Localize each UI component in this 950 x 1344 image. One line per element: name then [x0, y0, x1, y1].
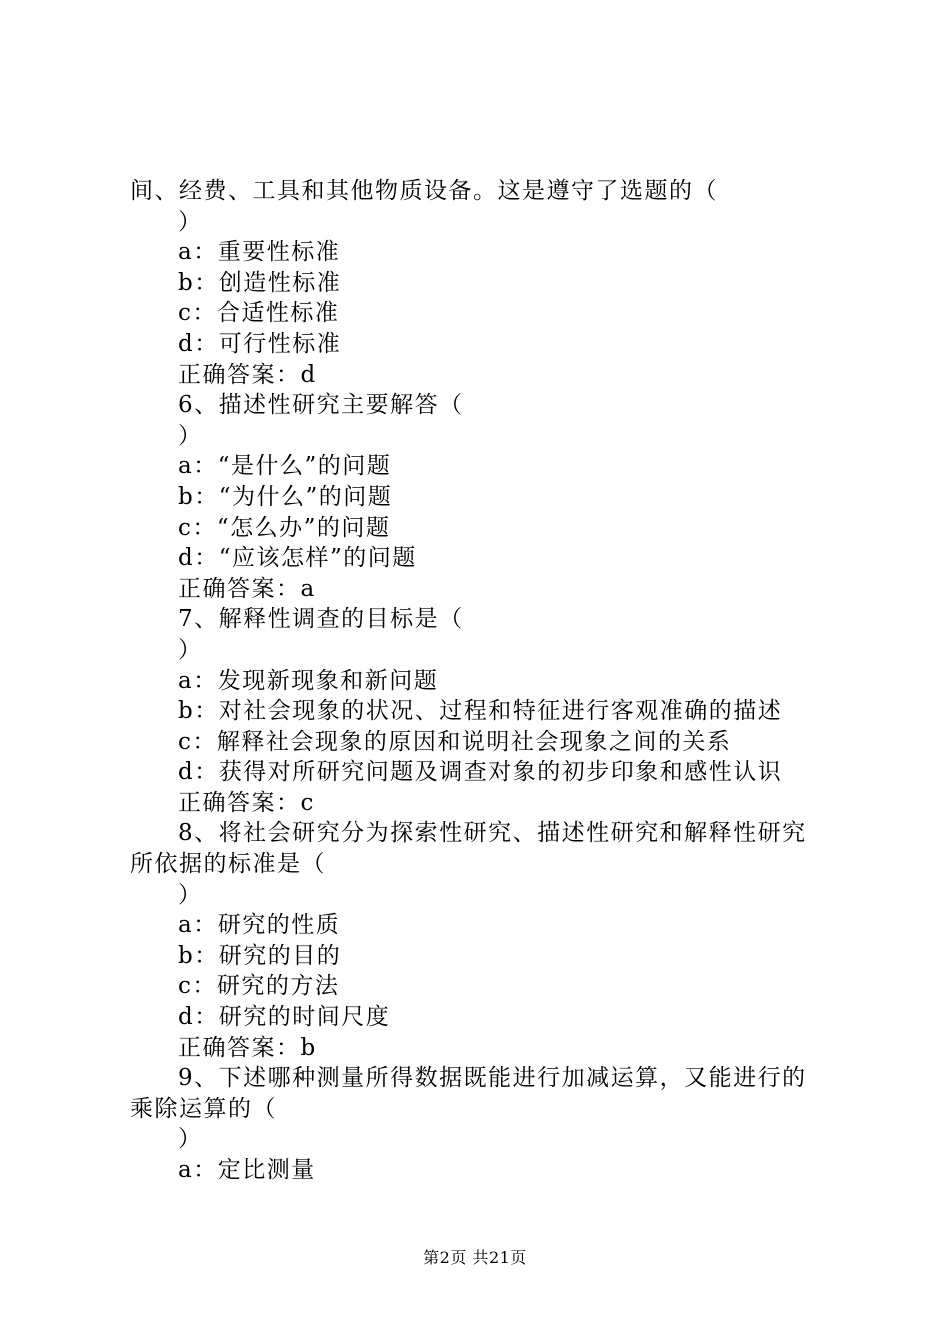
text-line: c：“怎么办”的问题: [178, 514, 391, 541]
text-line: c：解释社会现象的原因和说明社会现象之间的关系: [178, 728, 732, 755]
text-line: ）: [178, 422, 203, 449]
text-line: d：获得对所研究问题及调查对象的初步印象和感性认识: [178, 759, 783, 786]
text-line: ）: [178, 208, 203, 235]
text-line: a：重要性标准: [178, 239, 341, 266]
text-line: 乘除运算的（: [130, 1095, 277, 1122]
page-body-text: [130, 176, 830, 1186]
text-line: ）: [178, 881, 203, 908]
text-line: a：发现新现象和新问题: [178, 667, 439, 694]
text-line: 正确答案：d: [178, 361, 317, 388]
text-line: a：研究的性质: [178, 912, 341, 939]
text-line: 间、经费、工具和其他物质设备。这是遵守了选题的（: [130, 178, 718, 204]
text-line: d：可行性标准: [178, 330, 342, 357]
text-line: c：研究的方法: [178, 973, 340, 1000]
text-line: 6、描述性研究主要解答（: [178, 392, 464, 419]
text-line: b：对社会现象的状况、过程和特征进行客观准确的描述: [178, 698, 783, 725]
text-line: d：研究的时间尺度: [178, 1004, 391, 1031]
text-line: ）: [178, 1126, 203, 1153]
text-line: 8、将社会研究分为探索性研究、描述性研究和解释性研究: [178, 820, 807, 847]
text-line: a：“是什么”的问题: [178, 453, 392, 480]
page-footer: 第2页 共21页: [423, 1248, 527, 1267]
text-line: 9、下述哪种测量所得数据既能进行加减运算，又能进行的: [178, 1065, 807, 1092]
text-line: b：研究的目的: [178, 942, 342, 969]
text-line: ）: [178, 636, 203, 663]
text-line: c：合适性标准: [178, 300, 340, 327]
text-line: d：“应该怎样”的问题: [178, 545, 417, 572]
text-line: 7、解释性调查的目标是（: [178, 606, 464, 633]
text-line: 正确答案：a: [178, 575, 316, 602]
text-line: 所依据的标准是（: [130, 851, 326, 878]
text-line: 正确答案：c: [178, 789, 315, 816]
text-line: b：“为什么”的问题: [178, 483, 393, 510]
text-line: b：创造性标准: [178, 269, 342, 296]
text-line: a：定比测量: [178, 1157, 316, 1183]
text-line: 正确答案：b: [178, 1034, 317, 1061]
